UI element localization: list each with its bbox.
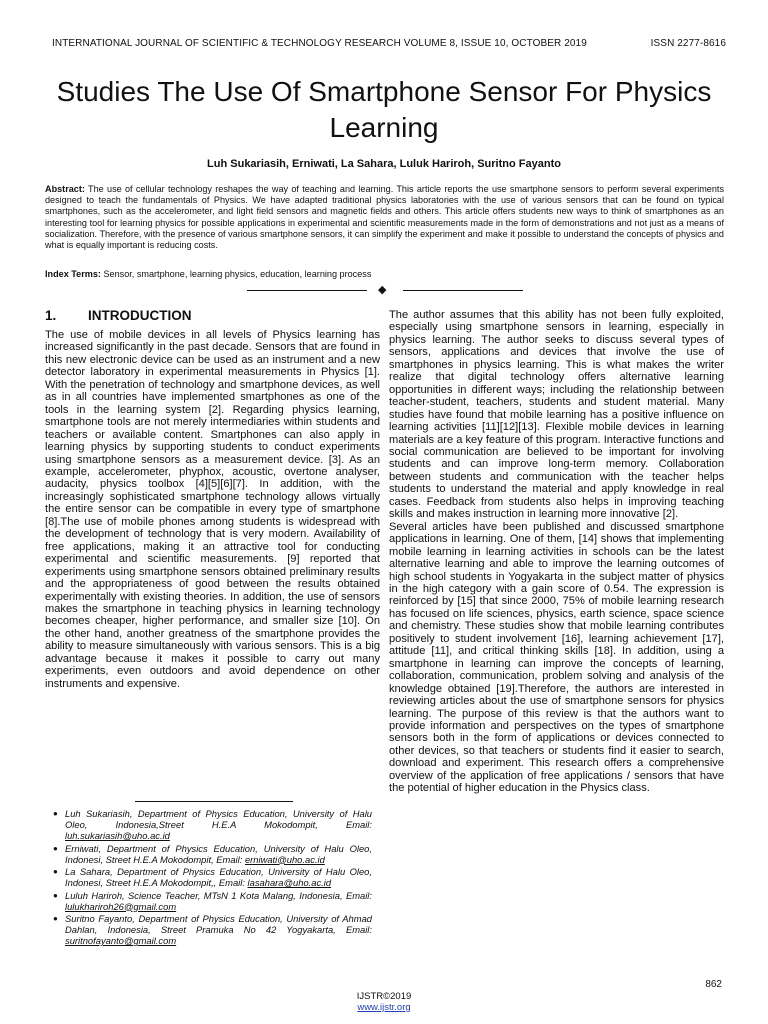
abstract-label: Abstract: (45, 184, 85, 194)
email-link[interactable]: lasahara@uho.ac.id (247, 877, 332, 889)
index-terms-label: Index Terms: (45, 269, 101, 279)
section-title: INTRODUCTION (88, 308, 192, 323)
email-link[interactable]: suritnofayanto@gmail.com (65, 935, 177, 947)
paragraph: The use of mobile devices in all levels of Physics learning has increased significantly in the past decade. Sensors that are found in this new electronic device can be used as an instrument and a new detector laboratory in experimental measurements in Physics [1]. With the penetration of technology and smartphone devices, as well as in all countries have implemented smartphones as one of the tools in the learning system [2]. Regarding physics learning, smartphone tools are not merely intermediaries within students and teachers or available content. Smartphones can also apply in learning physics by supporting students to conduct experiments using smartphone sensors as a measurement device. [3]. As an example, accelerometer, phyphox, acoustic, overtone analyser, audacity, physics toolbox [4][5][6][7]. In addition, with the increasingly sophisticated smartphone technology allows virtually the entire sensor can be compatible in every type of smartphone [8].The use of mobile phones among students is widespread with the development of technology that is very modern. Availability of free applications, making it an attractive tool for conducting experimental and scientific measurements. [9] reported that experiments using smartphone sensors obtained preliminary results and the appropriateness of good between the results obtained experimentally with existing theories. In addition, the use of sensors makes the smartphone in teaching physics in learning technology becomes cheaper, higher performance, and smaller size [10]. On the other hand, another greatness of the smartphone provides the ability to measure simultaneously with various sensors. This is a big advantage because it makes it possible to carry out many experiments, even outdoors and avoid dependence on other instruments and expensive. (45, 329, 380, 690)
divider-rule-right (403, 290, 523, 291)
journal-name: INTERNATIONAL JOURNAL OF SCIENTIFIC & TECHNOLOGY RESEARCH VOLUME 8, ISSUE 10, OCTOBER 2019 (52, 38, 587, 49)
footnote-item (53, 866, 372, 888)
footnote-text: Luh Sukariasih, Department of Physics Education, University of Halu Oleo, Indonesia,Street H.E.A Mokodompit, Email: (65, 808, 372, 831)
right-column (389, 309, 724, 795)
email-link[interactable]: lulukhariroh26@gmail.com (65, 900, 177, 912)
paper-title: Studies The Use Of Smartphone Sensor For Physics Learning (56, 76, 712, 143)
index-terms (45, 269, 724, 280)
index-terms-text: Sensor, smartphone, learning physics, education, learning process (100, 269, 372, 279)
footnote-text: Erniwati, Department of Physics Education, University of Halu Oleo, Indonesi, Street H.E.A Mokodompit, Email: (65, 842, 372, 865)
page-footer (0, 991, 768, 1013)
abstract-text: The use of cellular technology reshapes the way of teaching and learning. This article reports the use smartphone sensors to perform several experiments designed to teach the fundamentals of Physics. We have adapted traditional physics laboratories with the use of various sensors that can be found on typical smartphones, such as the accelerometer, and light field sensors and magnetic fields and others. This article offers students new ways to think of smartphones as an interesting tool for learning physics for possible applications in experimental and scientific measurements made in the form of demonstrations and not just as a means of socialization. Therefore, with the presence of various smartphone sensors, it can simplify the experiment and make it possible to understand the concepts of physics and what is equally important is reducing costs. (45, 184, 724, 251)
issn-label: ISSN 2277-8616 (650, 38, 726, 49)
diamond-icon: ◆ (378, 284, 387, 296)
footnote-text: Luluh Hariroh, Science Teacher, MTsN 1 Kota Malang, Indonesia, Email: (65, 889, 372, 901)
footnote-text: Suritno Fayanto, Department of Physics Education, University of Ahmad Dahlan, Indonesia, Street Pramuka No 42 Yogyakarta, Email: (65, 913, 372, 936)
footnote-text: La Sahara, Department of Physics Education, University of Halu Oleo, Indonesi, Street H.E.A Mokodompit,, Email: (65, 866, 372, 889)
section-heading (45, 310, 380, 326)
email-link[interactable]: erniwati@uho.ac.id (244, 853, 325, 865)
section-divider (245, 284, 525, 296)
copyright: IJSTR©2019 (356, 991, 412, 1002)
paragraph: The author assumes that this ability has not been fully exploited, especially using smartphone sensors in learning, especially in physics learning. The author seeks to discuss several types of sensors, applications and devices that involve the use of smartphones in physics learning. This is what makes the writer realize that digital technology offers alternative learning opportunities in different ways; including the relationship between teacher-student, teachers, students and student material. Many studies have found that mobile learning has a positive influence on learning activities [11][12][13]. Flexible mobile devices in learning materials are a key feature of this program. Interactive functions and social communication are believed to be important for involving students and can improve long-term memory. Collaboration between students and communication with the teacher helps students to understand the material and apply knowledge in real cases. Feedback from students also helps in improving teaching skills and makes instruction in learning more innovative [2]. (389, 309, 724, 521)
bullet-icon: ● (53, 890, 58, 900)
bullet-icon: ● (53, 914, 58, 924)
bullet-icon: ● (53, 843, 58, 853)
paragraph: Several articles have been published and discussed smartphone applications in learning. One of them, [14] shows that implementing mobile learning in learning activities in schools can be the latest alternative learning and able to improve the learning outcomes of high school students in Yogyakarta in the subject matter of physics in the high category with a gain score of 0.54. The expression is reinforced by [15] that since 2000, 75% of mobile learning research has focused on life sciences, physics, earth science, space science and chemistry. These studies show that mobile learning contributes positively to student involvement [16], learning achievement [17], attitude [11], and critical thinking skills [18]. In addition, using a smartphone in learning can improve the concepts of learning, collaboration, communication, problem solving and analysis of the knowledge obtained [19].Therefore, the authors are interested in reviewing articles about the use of smartphone sensors for physics learning. The purpose of this review is that the authors want to provide information and perspectives on the types of smartphone sensors both in the form of applications or devices connected to other devices, so that teachers or students find it easier to search, download and experiment. This research offers a comprehensive overview of the application of free applications / sensors that have the potential of higher education in the Physics class. (389, 520, 724, 795)
section-number: 1. (45, 308, 57, 323)
bullet-icon: ● (53, 867, 58, 877)
footnote-item (53, 808, 372, 841)
author-affiliations (53, 808, 372, 948)
left-column (45, 309, 380, 690)
bullet-icon: ● (53, 809, 58, 818)
footnote-item (53, 890, 372, 912)
footnote-item (53, 843, 372, 865)
author-list: Luh Sukariasih, Erniwati, La Sahara, Luluk Hariroh, Suritno Fayanto (207, 158, 561, 170)
journal-url-link[interactable]: www.ijstr.org (357, 1002, 411, 1013)
footnote-item (53, 913, 372, 946)
footnote-rule (135, 801, 293, 802)
divider-rule-left (247, 290, 367, 291)
email-link[interactable]: luh.sukariasih@uho.ac.id (65, 830, 170, 842)
running-header (42, 38, 726, 52)
abstract (45, 184, 724, 251)
page-number: 862 (705, 979, 722, 990)
